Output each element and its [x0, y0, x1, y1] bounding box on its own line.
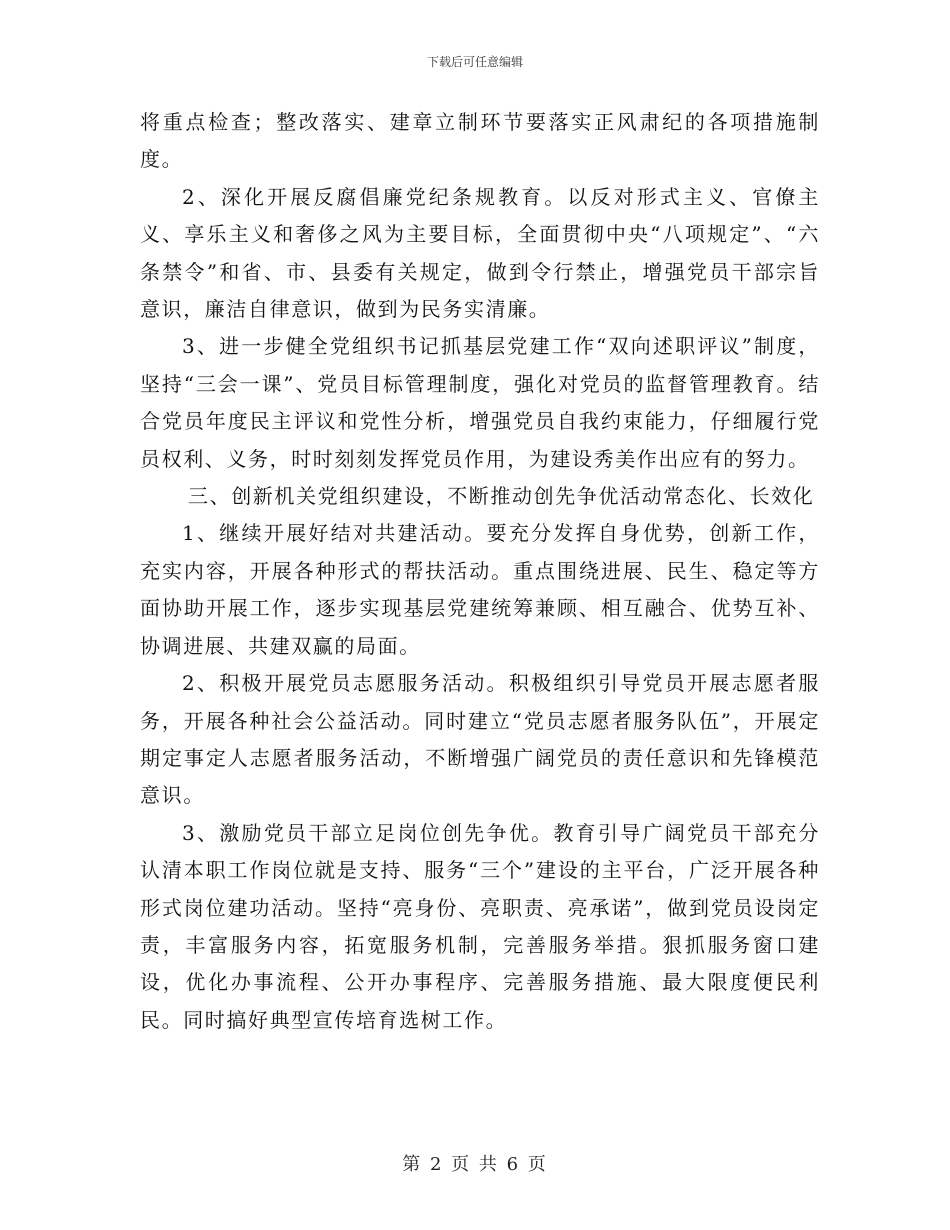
paragraph-item: 1、继续开展好结对共建活动。要充分发挥自身优势，创新工作，充实内容，开展各种形式的帮扶活动。重点围绕进展、民生、稳定等方面协助开展工作，逐步实现基层党建统筹兼顾、相互融合、优势互补、协调进展、共建双赢的局面。 [140, 521, 820, 658]
paragraph-item: 3、进一步健全党组织书记抓基层党建工作“双向述职评议”制度，坚持“三会一课”、党员目标管理制度，强化对党员的监督管理教育。结合党员年度民主评议和党性分析，增强党员自我约束能力，仔细履行党员权利、义务，时时刻刻发挥党员作用，为建设秀美作出应有的努力。 [140, 334, 820, 471]
document-body [140, 104, 820, 1039]
paragraph-item: 2、积极开展党员志愿服务活动。积极组织引导党员开展志愿者服务，开展各种社会公益活动。同时建立“党员志愿者服务队伍”，开展定期定事定人志愿者服务活动，不断增强广阔党员的责任意识和先锋模范意识。 [140, 671, 820, 808]
paragraph-item: 2、深化开展反腐倡廉党纪条规教育。以反对形式主义、官僚主义、享乐主义和奢侈之风为主要目标，全面贯彻中央“八项规定”、“六条禁令”和省、市、县委有关规定，做到令行禁止，增强党员干部宗旨意识，廉洁自律意识，做到为民务实清廉。 [140, 184, 820, 322]
page-header: 下载后可任意编辑 [426, 55, 523, 69]
paragraph-item: 3、激励党员干部立足岗位创先争优。教育引导广阔党员干部充分认清本职工作岗位就是支持、服务“三个”建设的主平台，广泛开展各种形式岗位建功活动。坚持“亮身份、亮职责、亮承诺”，做到党员设岗定责，丰富服务内容，拓宽服务机制，完善服务举措。狠抓服务窗口建设，优化办事流程、公开办事程序、完善服务措施、最大限度便民利民。同时搞好典型宣传培育选树工作。 [140, 820, 820, 1032]
page-number-footer: 第 2 页 共 6 页 [402, 1154, 548, 1175]
paragraph-continuation: 将重点检查；整改落实、建章立制环节要落实正风肃纪的各项措施制度。 [140, 110, 820, 172]
section-heading: 三、创新机关党组织建设，不断推动创先争优活动常态化、长效化 [188, 484, 815, 509]
